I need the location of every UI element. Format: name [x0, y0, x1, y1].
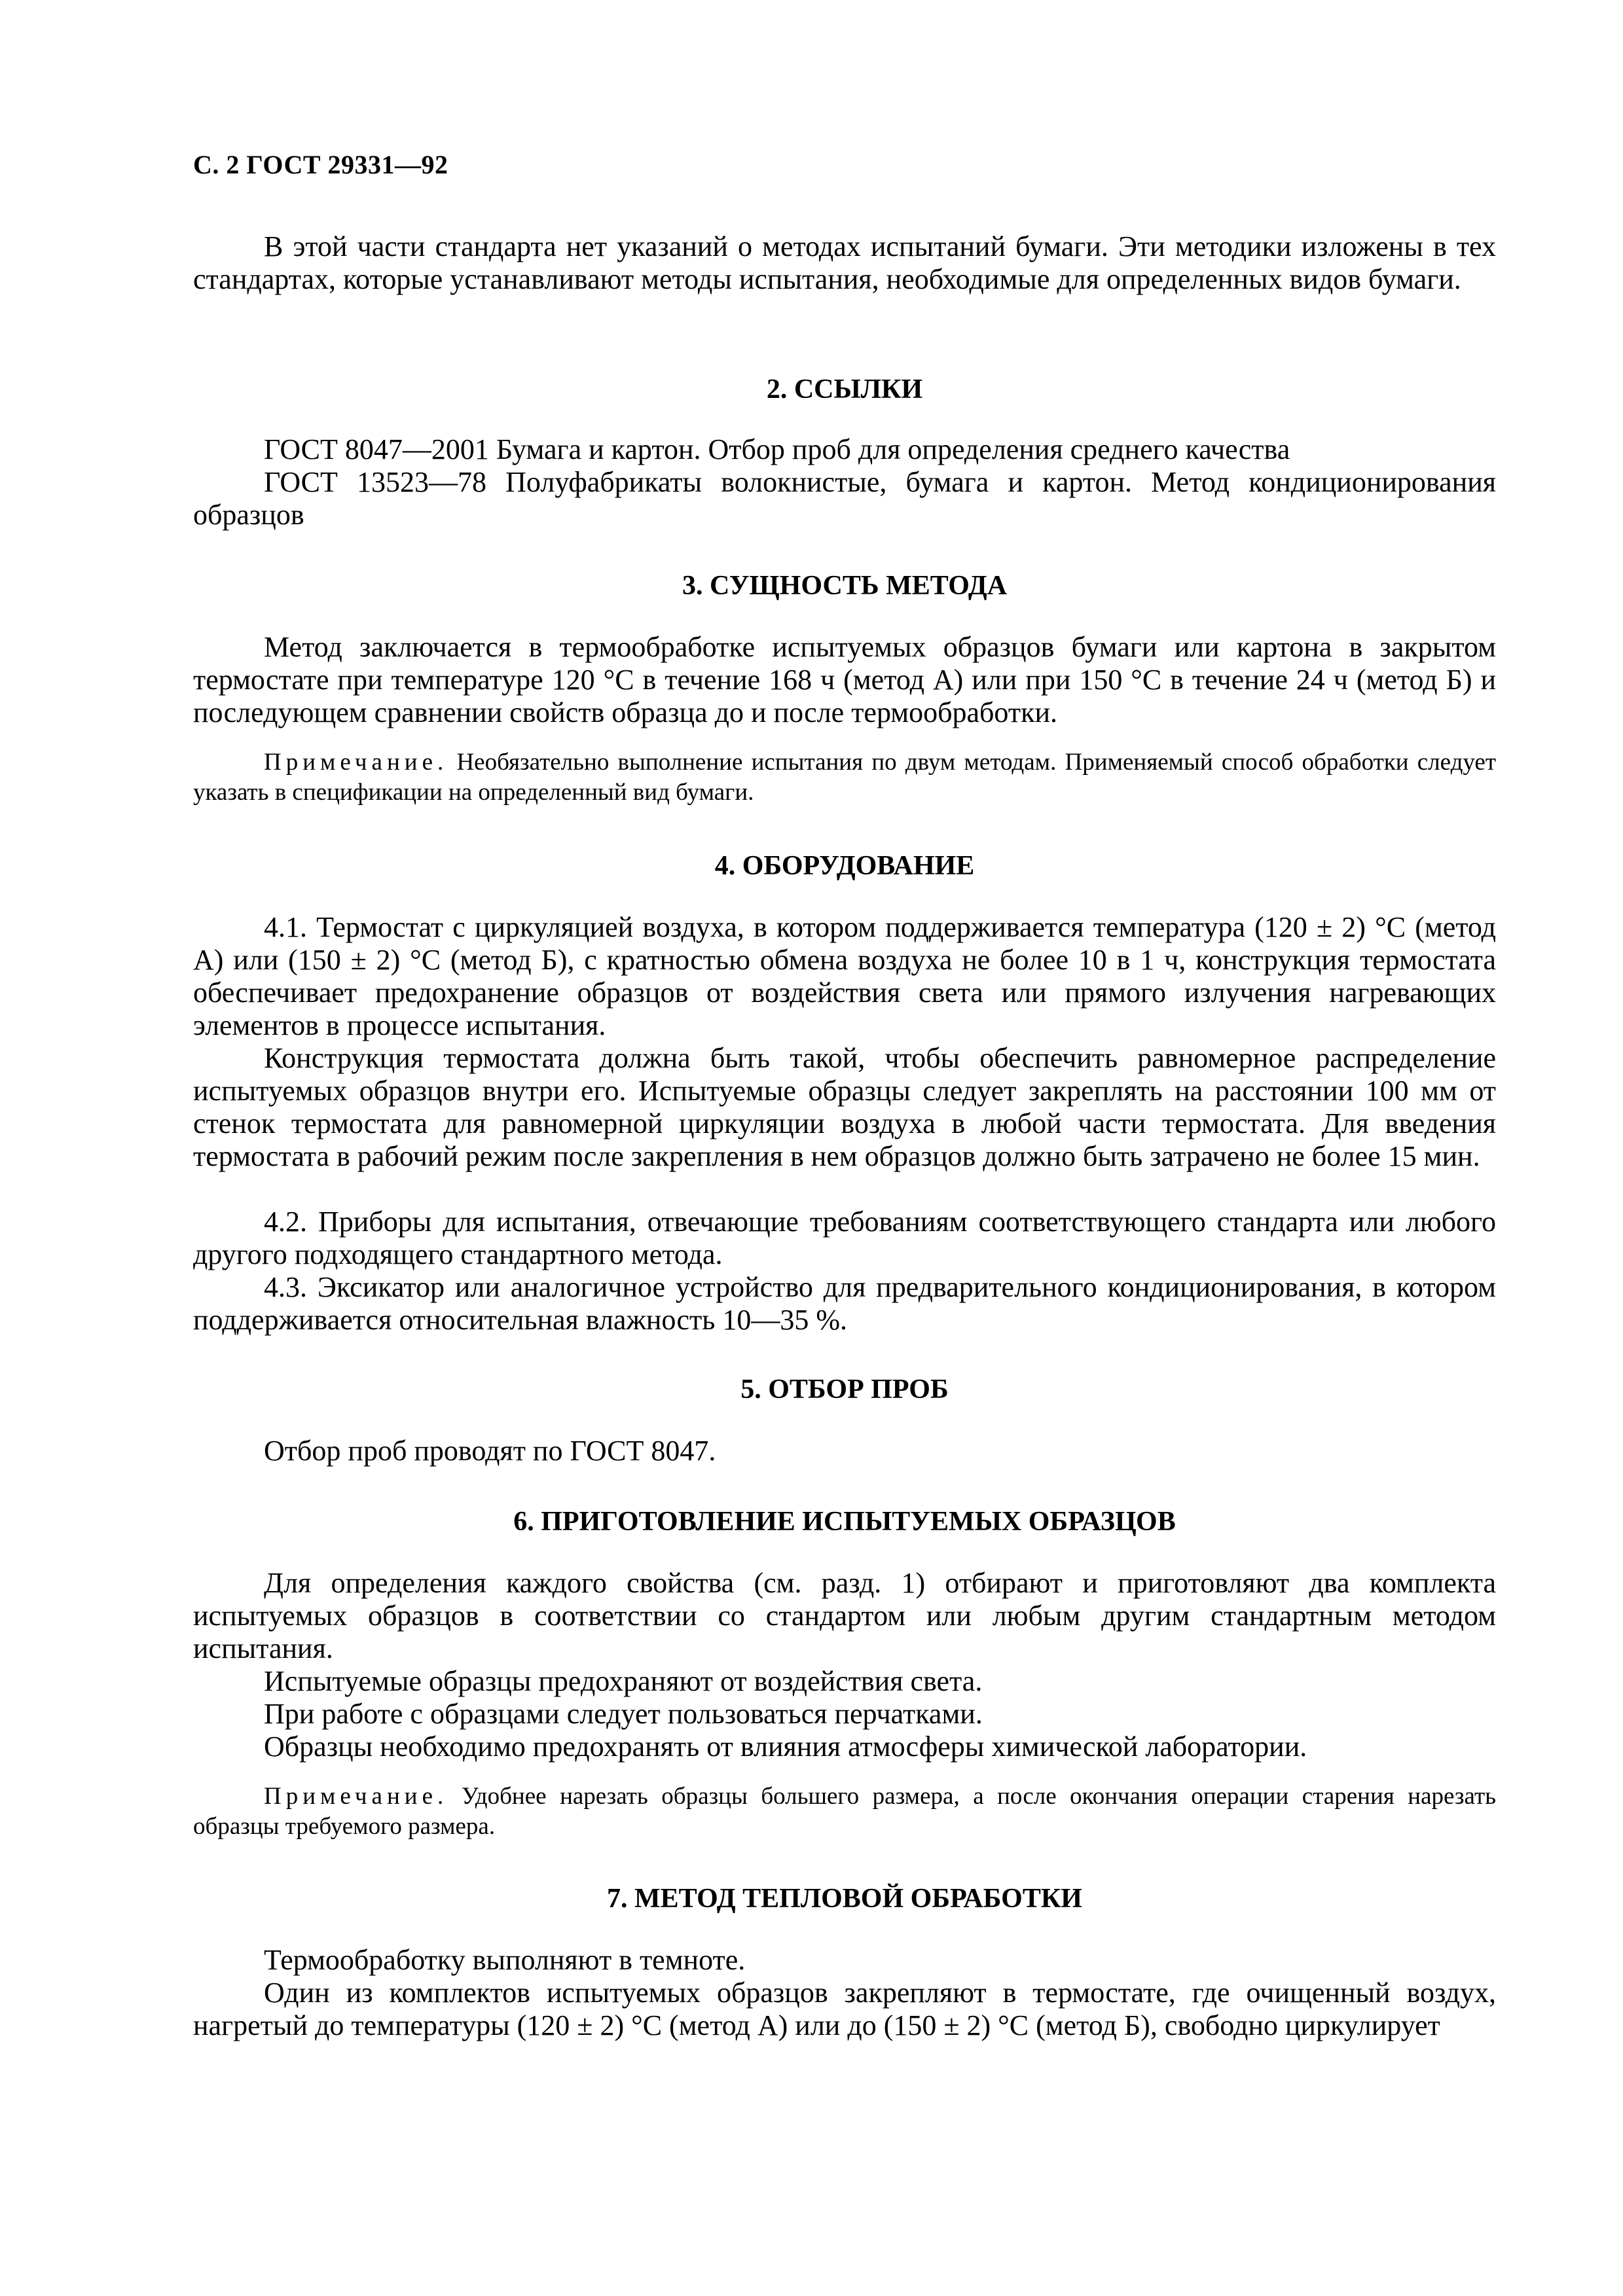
reference-1: ГОСТ 8047—2001 Бумага и картон. Отбор проб для определения среднего качества: [264, 433, 1290, 465]
section-4-p2: Конструкция термостата должна быть такой, чтобы обеспечить равномерное распределение испытуемых образцов внутри его. Испытуемые образцы следует закреплять на расстоянии 100 мм от стенок термостата для равномерной циркуляции воздуха в любой части термостата. Для введения термостата в рабочий режим после закрепления в нем образцов должно быть затрачено не более 15 мин.: [193, 1042, 1496, 1172]
section-6-title: 6. ПРИГОТОВЛЕНИЕ ИСПЫТУЕМЫХ ОБРАЗЦОВ: [513, 1507, 1176, 1537]
section-6-p1: Для определения каждого свойства (см. разд. 1) отбирают и приготовляют два комплекта испытуемых образцов в соответствии со стандартом или любым другим стандартным методом испытания.: [193, 1567, 1496, 1664]
section-3-title: 3. СУЩНОСТЬ МЕТОДА: [682, 571, 1008, 601]
section-6-p4: Образцы необходимо предохранять от влияния атмосферы химической лаборатории.: [264, 1731, 1307, 1763]
section-5-paragraph: Отбор проб проводят по ГОСТ 8047.: [264, 1435, 716, 1467]
section-5-title: 5. ОТБОР ПРОБ: [740, 1374, 949, 1405]
section-3-note: [193, 747, 1496, 808]
section-6-p3: При работе с образцами следует пользоваться перчатками.: [264, 1698, 983, 1730]
note-text: Удобнее нарезать образцы большего размера, а после окончания операции старения нарезать образцы требуемого размера.: [193, 1783, 1496, 1840]
section-7-title: 7. МЕТОД ТЕПЛОВОЙ ОБРАБОТКИ: [607, 1884, 1082, 1914]
section-3-paragraph: Метод заключается в термообработке испытуемых образцов бумаги или картона в закрытом термостате при температуре 120 °С в течение 168 ч (метод А) или при 150 °С в течение 24 ч (метод Б) и последующем сравнении свойств образца до и после термообработки.: [193, 631, 1496, 728]
section-4-p1: 4.1. Термостат с циркуляцией воздуха, в котором поддерживается температура (120 ± 2) °С (метод А) или (150 ± 2) °С (метод Б), с кратностью обмена воздуха не более 10 в 1 ч, конструкция термостата обеспечивает предохранение образцов от воздействия света или прямого излучения нагревающих элементов в процессе испытания.: [193, 911, 1496, 1041]
note-label: Примечание.: [264, 1783, 448, 1810]
section-7-p1: Термообработку выполняют в темноте.: [264, 1944, 746, 1976]
note-text: Необязательно выполнение испытания по двум методам. Применяемый способ обработки следует указать в спецификации на определенный вид бумаги.: [193, 749, 1496, 806]
intro-paragraph: В этой части стандарта нет указаний о методах испытаний бумаги. Эти методики изложены в тех стандартах, которые устанавливают методы испытания, необходимые для определенных видов бумаги.: [193, 230, 1496, 295]
section-4-p3: 4.2. Приборы для испытания, отвечающие требованиям соответствующего стандарта или любого другого подходящего стандартного метода.: [193, 1206, 1496, 1270]
reference-2: ГОСТ 13523—78 Полуфабрикаты волокнистые, бумага и картон. Метод кондиционирования образцов: [193, 466, 1496, 531]
section-6-p2: Испытуемые образцы предохраняют от воздействия света.: [264, 1665, 983, 1697]
section-4-title: 4. ОБОРУДОВАНИЕ: [714, 851, 975, 881]
section-6-note: [193, 1782, 1496, 1842]
section-2-title: 2. ССЫЛКИ: [766, 374, 923, 404]
running-head: С. 2 ГОСТ 29331—92: [193, 150, 448, 179]
section-7-p2: Один из комплектов испытуемых образцов закрепляют в термостате, где очищенный воздух, нагретый до температуры (120 ± 2) °С (метод А) или до (150 ± 2) °С (метод Б), свободно циркулирует: [193, 1977, 1496, 2041]
section-4-p4: 4.3. Эксикатор или аналогичное устройство для предварительного кондиционирования, в котором поддерживается относительная влажность 10—35 %.: [193, 1271, 1496, 1336]
note-label: Примечание.: [264, 749, 448, 776]
